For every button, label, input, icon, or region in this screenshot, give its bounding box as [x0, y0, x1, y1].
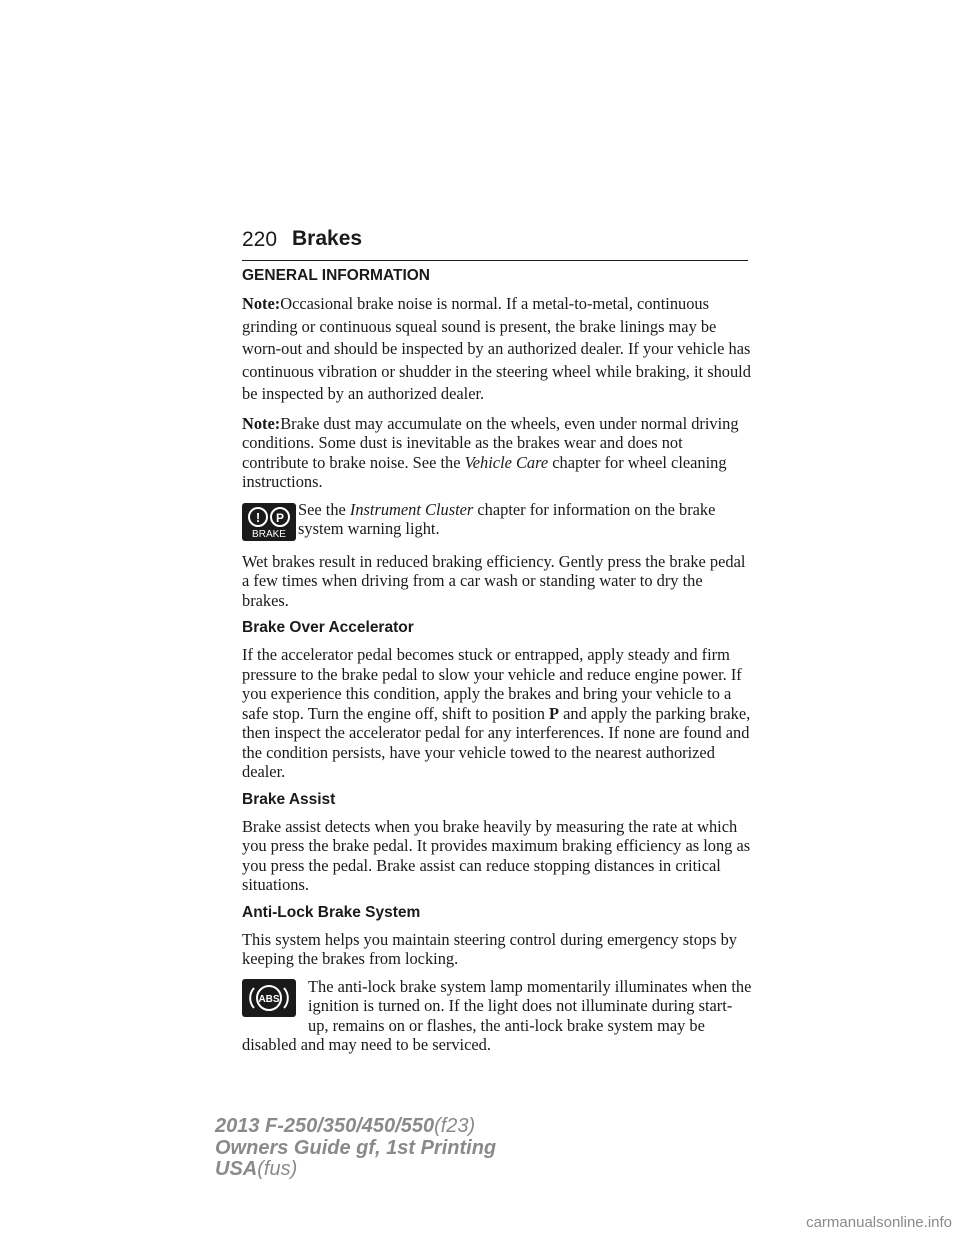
footer-line-3 — [215, 1159, 496, 1181]
brake-warning-block — [242, 500, 752, 542]
heading-general-information: GENERAL INFORMATION — [242, 267, 431, 284]
abs-warning-icon — [242, 979, 296, 1017]
page-number: 220 — [242, 228, 278, 251]
footer-line-1 — [215, 1116, 496, 1138]
instrument-cluster-reference: Instrument Cluster — [349, 499, 474, 519]
cluster-reference-text — [242, 500, 752, 539]
brake-over-accelerator-text — [242, 645, 752, 782]
brake-warning-icon — [242, 503, 296, 541]
chapter-title: Brakes — [292, 227, 363, 250]
brake-icon-exclaim: ! — [255, 509, 261, 525]
note-brake-noise — [242, 293, 752, 406]
note-brake-dust-text-a: Brake dust may accumulate on the wheels, even under normal driving conditions. Some dust is inevitable as the brakes wear and does not contribute to brake noise. See the — [242, 413, 739, 472]
cluster-text-a: See the — [298, 499, 350, 519]
heading-brake-assist: Brake Assist — [242, 790, 336, 808]
footer-line-2 — [215, 1138, 496, 1160]
footer-model-code: (f23) — [434, 1115, 476, 1137]
wet-brakes-text: Wet brakes result in reduced braking efficiency. Gently press the brake pedal a few times when driving from a car wash or standing water to dry the brakes. — [242, 551, 746, 610]
vehicle-care-reference: Vehicle Care — [464, 452, 549, 472]
abs-warning-block — [242, 977, 752, 1055]
heading-brake-over-accelerator: Brake Over Accelerator — [242, 619, 414, 636]
bota-text-a: If the accelerator pedal becomes stuck or entrapped, apply steady and firm pressure to the brake pedal to slow your vehicle and reduce engine power. If you experience this condition, apply the brakes and bring your vehicle to a safe stop. Turn the engine off, shift to position — [242, 645, 742, 723]
footer-market: USA — [215, 1158, 258, 1180]
bota-text-b: and apply the parking brake, then inspect the accelerator pedal for any interferences. If none are found and the condition persists, have your vehicle towed to the nearest authorized dealer. — [242, 703, 751, 781]
brake-assist-text: Brake assist detects when you brake heavily by measuring the rate at which you press the brake pedal. It provides maximum braking efficiency as long as you press the pedal. Brake assist can reduce stopping distances in critical situations. — [242, 816, 751, 894]
heading-anti-lock-brake-system: Anti-Lock Brake System — [242, 903, 421, 921]
abs-intro-text: This system helps you maintain steering control during emergency stops by keeping the brakes from locking. — [242, 929, 737, 968]
footer-model: 2013 F-250/350/450/550 — [215, 1115, 435, 1137]
brake-icon-label: BRAKE — [252, 528, 286, 540]
watermark: carmanualsonline.info — [806, 1214, 952, 1231]
cluster-text-b: chapter for information on the brake system warning light. — [298, 499, 716, 538]
note-label: Note: — [242, 294, 281, 313]
note-brake-noise-text: Occasional brake noise is normal. If a metal-to-metal, continuous grinding or continuous squeal sound is present, the brake linings may be worn-out and should be inspected by an authorized dealer. If your vehicle has continuous vibration or shudder in the steering wheel while braking, it should be inspected by an authorized dealer. — [242, 294, 751, 403]
brake-icon-p: P — [275, 510, 285, 525]
footer-market-code: (fus) — [257, 1158, 298, 1180]
note-brake-dust — [242, 414, 752, 492]
document-footer — [215, 1116, 496, 1181]
abs-lamp-text: The anti-lock brake system lamp momentarily illuminates when the ignition is turned on. If the light does not illuminate during start-up, remains on or flashes, the anti-lock brake system may be disabled and may need to be serviced. — [242, 976, 752, 1054]
note-brake-dust-text-b: chapter for wheel cleaning instructions. — [242, 452, 727, 491]
page-header — [242, 228, 748, 261]
park-position: P — [549, 703, 560, 723]
page-content — [242, 266, 752, 1063]
note-label: Note: — [242, 413, 281, 433]
footer-printing: Owners Guide gf, 1st Printing — [215, 1136, 497, 1159]
abs-icon-label: ABS — [258, 993, 280, 1005]
